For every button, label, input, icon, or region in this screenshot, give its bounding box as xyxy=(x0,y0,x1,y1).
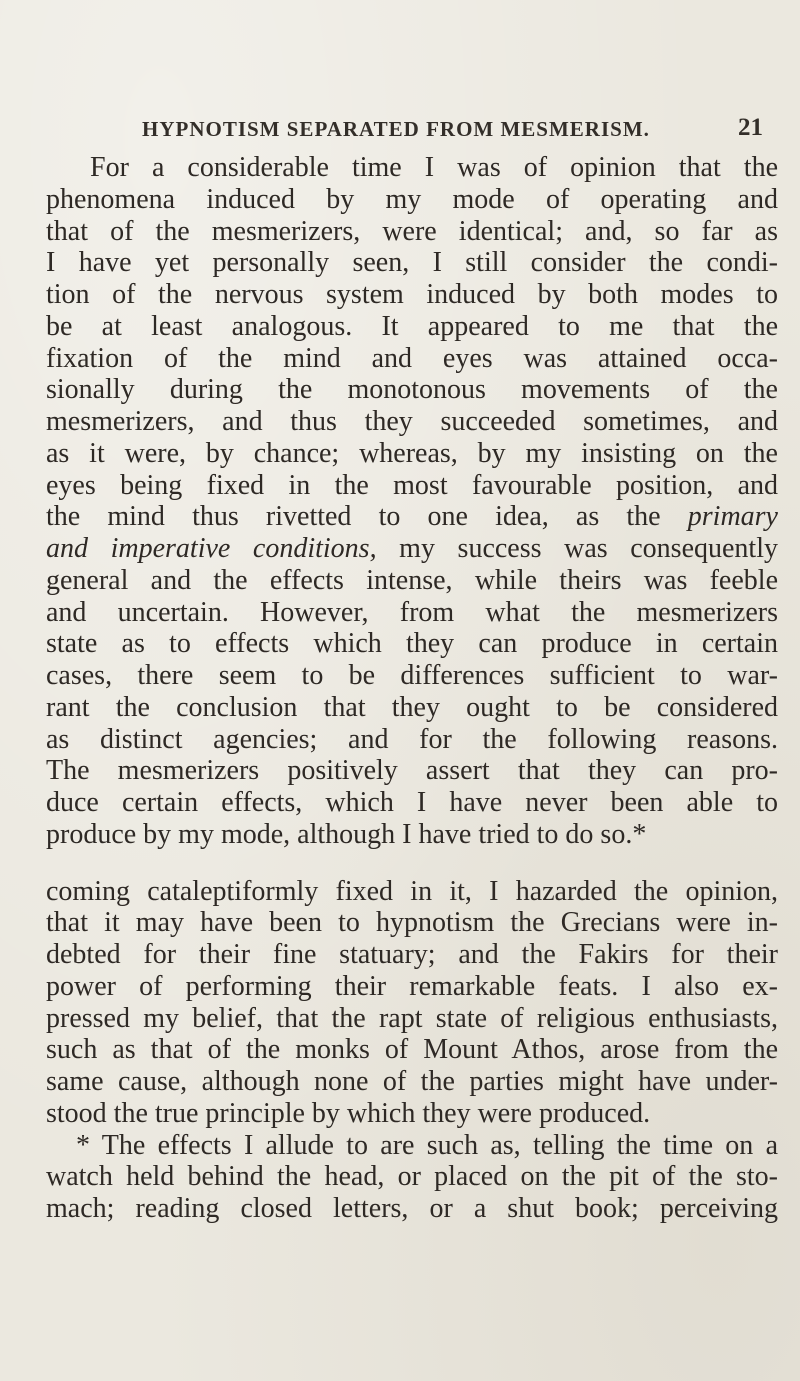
text-line: such as that of the monks of Mount Athos, arose from the xyxy=(46,1034,778,1066)
paragraph-gap xyxy=(46,851,778,876)
text-line: rant the conclusion that they ought to be considered xyxy=(46,691,778,723)
text-line: as it were, by chance; whereas, by my insisting on the xyxy=(46,437,778,469)
text-line: state as to effects which they can produce in certain xyxy=(46,628,778,660)
text-line: The mesmerizers positively assert that they can pro- xyxy=(46,755,778,787)
text-line: produce by my mode, although I have tried to do so.* xyxy=(46,818,647,850)
text-line xyxy=(46,501,778,533)
text-line: debted for their fine statuary; and the Fakirs for their xyxy=(46,939,778,970)
page-number: 21 xyxy=(738,114,763,141)
text-line: be at least analogous. It appeared to me that the xyxy=(46,310,778,342)
running-head: HYPNOTISM SEPARATED FROM MESMERISM. xyxy=(142,117,650,141)
text-line xyxy=(46,533,778,565)
text-line: pressed my belief, that the rapt state of religious enthusiasts, xyxy=(46,1002,778,1034)
text-run: my success was consequently xyxy=(376,533,778,564)
text-line: phenomena induced by my mode of operating and xyxy=(46,183,778,215)
text-line: power of performing their remarkable feats. I also ex- xyxy=(46,970,778,1002)
text-line: watch held behind the head, or placed on the pit of the sto- xyxy=(46,1161,778,1193)
page-header xyxy=(0,112,800,152)
text-line: duce certain effects, which I have never been able to xyxy=(46,787,778,818)
text-line: general and the effects intense, while theirs was feeble xyxy=(46,564,778,596)
footnote xyxy=(46,1130,778,1225)
page-body xyxy=(46,152,778,1225)
text-line: For a considerable time I was of opinion that the xyxy=(90,152,778,183)
paragraph-1 xyxy=(46,152,778,851)
text-line: and uncertain. However, from what the mesmerizers xyxy=(46,596,778,628)
text-line: eyes being fixed in the most favourable position, and xyxy=(46,469,778,501)
text-line: fixation of the mind and eyes was attained occa- xyxy=(46,342,778,374)
italic-text: and imperative conditions, xyxy=(46,533,377,564)
text-line: stood the true principle by which they were produced. xyxy=(46,1097,651,1129)
italic-text: primary xyxy=(687,501,778,533)
text-line: cases, there seem to be differences sufficient to war- xyxy=(46,660,778,691)
text-line: sionally during the monotonous movements of the xyxy=(46,374,778,406)
text-line: coming cataleptiformly fixed in it, I hazarded the opinion, xyxy=(46,875,778,907)
text-line: I have yet personally seen, I still consider the condi- xyxy=(46,247,778,279)
text-line: mach; reading closed letters, or a shut book; perceiving xyxy=(46,1193,778,1224)
text-run: the mind thus rivetted to one idea, as the xyxy=(46,501,688,533)
text-line: tion of the nervous system induced by both modes to xyxy=(46,279,778,310)
text-line: that it may have been to hypnotism the Grecians were in- xyxy=(46,907,778,939)
text-line: that of the mesmerizers, were identical; and, so far as xyxy=(46,215,778,247)
text-line: * The effects I allude to are such as, telling the time on a xyxy=(76,1129,778,1161)
text-line: mesmerizers, and thus they succeeded sometimes, and xyxy=(46,406,778,437)
paragraph-2 xyxy=(46,876,778,1130)
text-line: same cause, although none of the parties might have under- xyxy=(46,1066,778,1097)
text-line: as distinct agencies; and for the following reasons. xyxy=(46,723,778,755)
